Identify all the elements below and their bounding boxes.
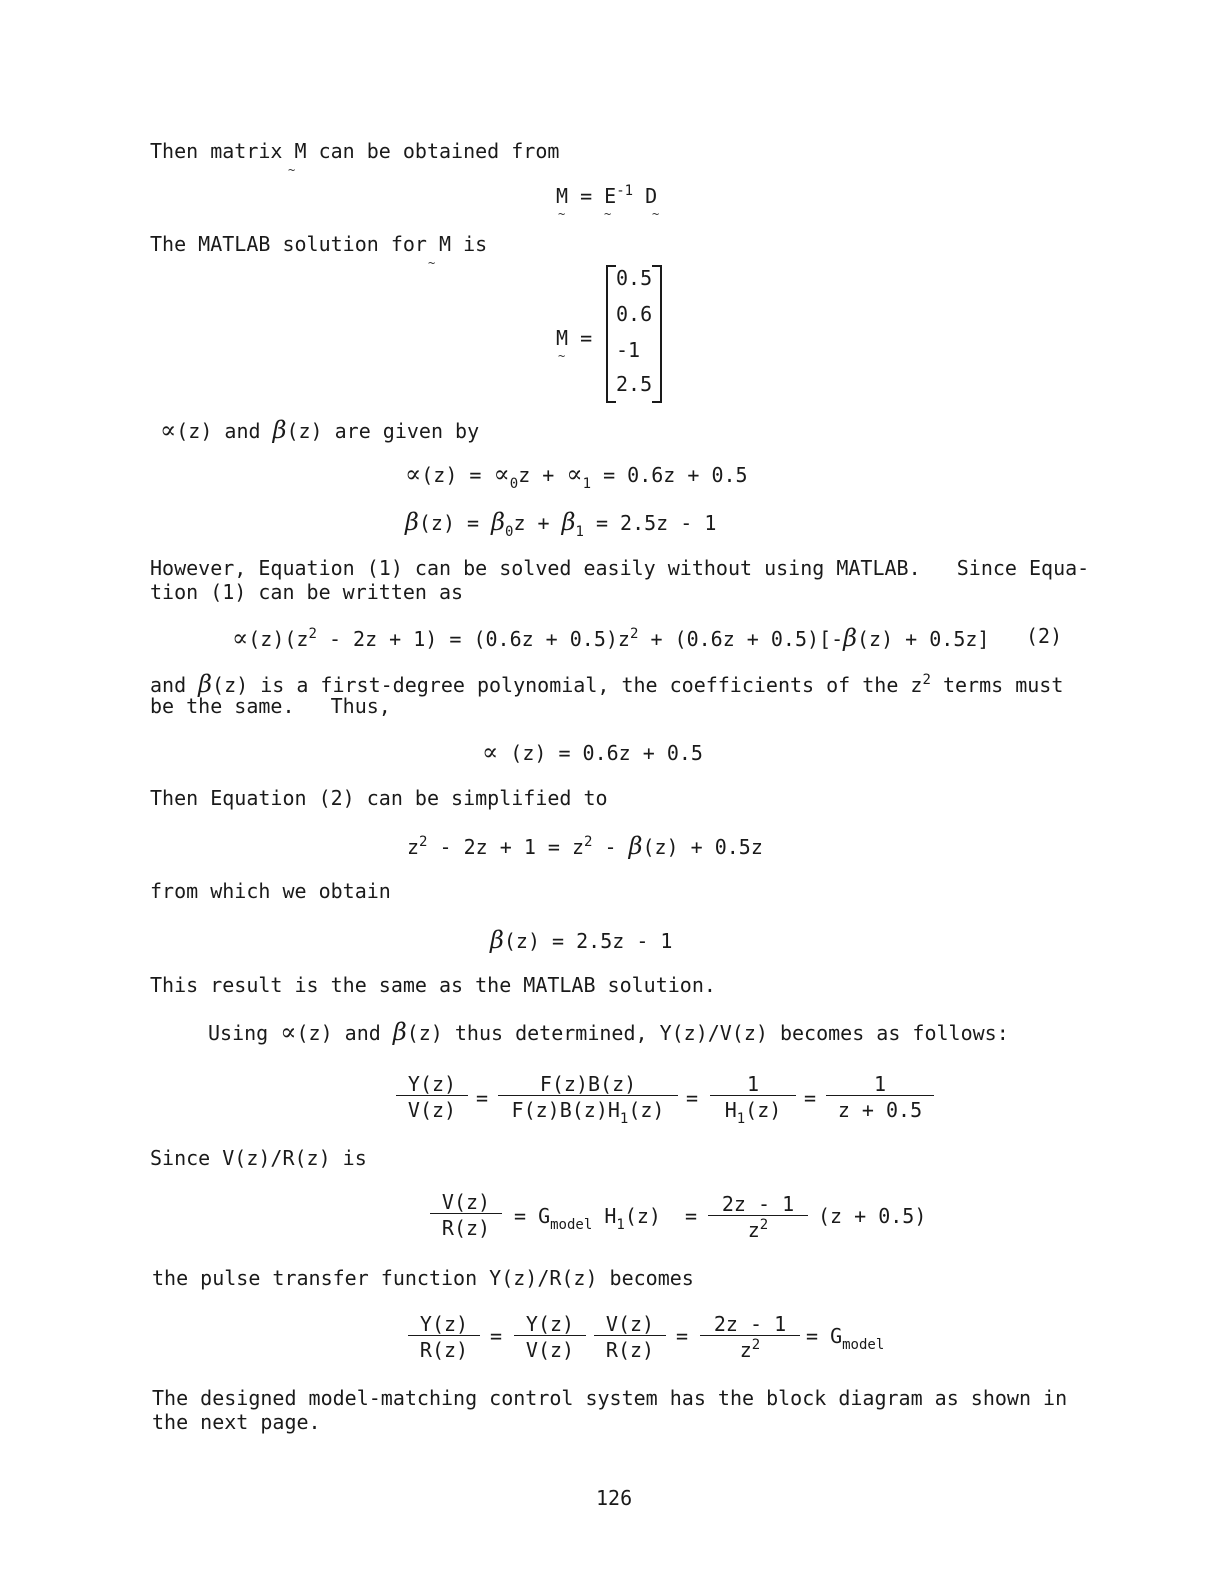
matrix-entry: -1: [616, 338, 641, 362]
text-line: ∝(z) and β(z) are given by: [160, 416, 480, 444]
matrix-entry: 0.5: [616, 266, 653, 290]
fraction-1-h1: 1 $H_1(z)$: [710, 1074, 796, 1120]
equation-gmodel-h1: = $G_{model}$ $H_1(z)$ =: [514, 1204, 698, 1233]
fraction-1-z05: 1 z + 0.5: [826, 1074, 934, 1120]
equals-sign: =: [490, 1324, 503, 1348]
text-line: Then Equation (2) can be simplified to: [150, 786, 608, 810]
equation-2: $\propto(z)(z^2 - 2z + 1) = (0.6z + 0.5)z^2 + (0.6z + 0.5)[-\beta(z) + 0.5z]$: [232, 624, 990, 652]
text-line: tion (1) can be written as: [150, 580, 464, 604]
matrix-right-bracket: [652, 265, 662, 403]
matrix-left-bracket: [606, 265, 616, 403]
text-line: The MATLAB solution for M is: [150, 232, 488, 256]
text-line: from which we obtain: [150, 879, 391, 903]
alpha-equation: $\propto(z) = \propto_0z + \propto_1 = 0.6z + 0.5$: [405, 460, 748, 492]
equation-tail: (z + 0.5): [818, 1204, 927, 1228]
underline-mark: ~: [288, 163, 296, 177]
text-line: Using ∝(z) and β(z) thus determined, Y(z)/V(z) becomes as follows:: [208, 1018, 1009, 1046]
equals-sign: =: [686, 1086, 699, 1110]
text-line: Then matrix M can be obtained from: [150, 139, 560, 163]
text-line: and β(z) is a first-degree polynomial, the coefficients of the $z^2$ terms must: [150, 670, 1064, 698]
fraction-yv: Y(z) V(z): [514, 1314, 586, 1360]
matrix-lhs: M =: [556, 326, 593, 350]
beta-result: β(z) = 2.5z - 1: [490, 926, 673, 954]
fraction-2z1-z2: 2z - 1 $z^2$: [708, 1194, 808, 1240]
underline-mark: ~: [604, 207, 612, 221]
text-line: the pulse transfer function Y(z)/R(z) becomes: [152, 1266, 694, 1290]
fraction-vr: V(z) R(z): [594, 1314, 666, 1360]
fraction-fb: F(z)B(z) $F(z)B(z)H_1(z)$: [498, 1074, 678, 1120]
fraction-vr: V(z) R(z): [430, 1192, 502, 1238]
underline-mark: ~: [652, 207, 660, 221]
equation-gmodel: = $G_{model}$: [806, 1324, 885, 1353]
alpha-result: ∝ (z) = 0.6z + 0.5: [482, 738, 703, 766]
beta-equation: $\beta(z) = \beta_0z + \beta_1 = 2.5z - 1$: [405, 508, 717, 540]
equals-sign: =: [476, 1086, 489, 1110]
equation-3: $z^2 - 2z + 1 = z^2 - \beta(z) + 0.5z$: [407, 832, 763, 860]
underline-mark: ~: [428, 256, 436, 270]
matrix-entry: 0.6: [616, 302, 653, 326]
underline-mark: ~: [558, 349, 566, 363]
equation-number: (2): [1026, 624, 1063, 648]
fraction-yr: Y(z) R(z): [408, 1314, 480, 1360]
page-number: 126: [596, 1486, 633, 1510]
equation-m-e-d: $M = E^{-1}$ D: [556, 183, 658, 208]
equals-sign: =: [804, 1086, 817, 1110]
fraction-yv: Y(z) V(z): [396, 1074, 468, 1120]
text-line: Since V(z)/R(z) is: [150, 1146, 367, 1170]
matrix-entry: 2.5: [616, 372, 653, 396]
equals-sign: =: [676, 1324, 689, 1348]
underline-mark: ~: [558, 207, 566, 221]
text-line: This result is the same as the MATLAB solution.: [150, 973, 716, 997]
text-line: be the same. Thus,: [150, 694, 391, 718]
text-line: However, Equation (1) can be solved easily without using MATLAB. Since Equa-: [150, 556, 1090, 580]
text-line: The designed model-matching control system has the block diagram as shown in: [152, 1386, 1068, 1410]
fraction-2z1-z2: 2z - 1 $z^2$: [700, 1314, 800, 1360]
text-line: the next page.: [152, 1410, 321, 1434]
